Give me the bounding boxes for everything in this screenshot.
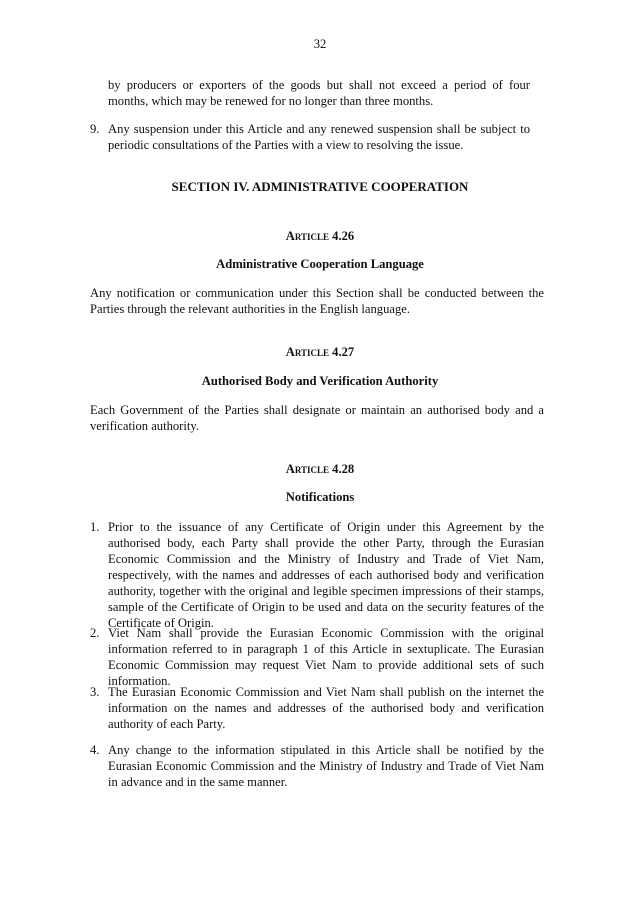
list-number: 9. [90,122,100,136]
article-body: Each Government of the Parties shall designate or maintain an authorised body and a verification authority. [90,403,544,433]
article-body: Any notification or communication under this Section shall be conducted between the Parties through the relevant authorities in the English language. [90,286,544,316]
article-title: Authorised Body and Verification Authority [201,374,439,388]
list-text: The Eurasian Economic Commission and Viet Nam shall publish on the internet the information on the names and addresses of the authorised body and verification authority of each Party. [108,685,544,731]
article-title: Administrative Cooperation Language [216,257,424,271]
continuation-text: by producers or exporters of the goods but shall not exceed a period of four months, which may be renewed for no longer than three months. [108,78,530,108]
list-number: 3. [90,685,100,699]
list-number: 2. [90,626,100,640]
list-number: 1. [90,520,100,534]
page-number: 32 [313,37,327,51]
article-label: Article 4.27 [285,345,355,359]
list-text: Any change to the information stipulated in this Article shall be notified by the Eurasian Economic Commission and the Ministry of Industry and Trade of Viet Nam in advance and in the same manner. [108,743,544,789]
article-title: Notifications [285,490,355,504]
article-label: Article 4.28 [285,462,355,476]
section-heading: SECTION IV. ADMINISTRATIVE COOPERATION [171,179,469,194]
article-label: Article 4.26 [285,229,355,243]
list-text: Prior to the issuance of any Certificate of Origin under this Agreement by the authorised body, each Party shall provide the other Party, through the Eurasian Economic Commission and the Ministry of Industry and Trade of Viet Nam, respectively, with the names and addresses of each authorised body and verification authority, together with the original and legible specimen impressions of their stamps, sample of the Certificate of Origin to be used and data on the security features of the Certificate of Origin. [108,520,544,630]
list-text: Viet Nam shall provide the Eurasian Economic Commission with the original information referred to in paragraph 1 of this Article in sextuplicate. The Eurasian Economic Commission may request Viet Nam to provide additional sets of such information. [108,626,544,688]
list-number: 4. [90,743,100,757]
list-text: Any suspension under this Article and any renewed suspension shall be subject to periodic consultations of the Parties with a view to resolving the issue. [108,122,530,152]
